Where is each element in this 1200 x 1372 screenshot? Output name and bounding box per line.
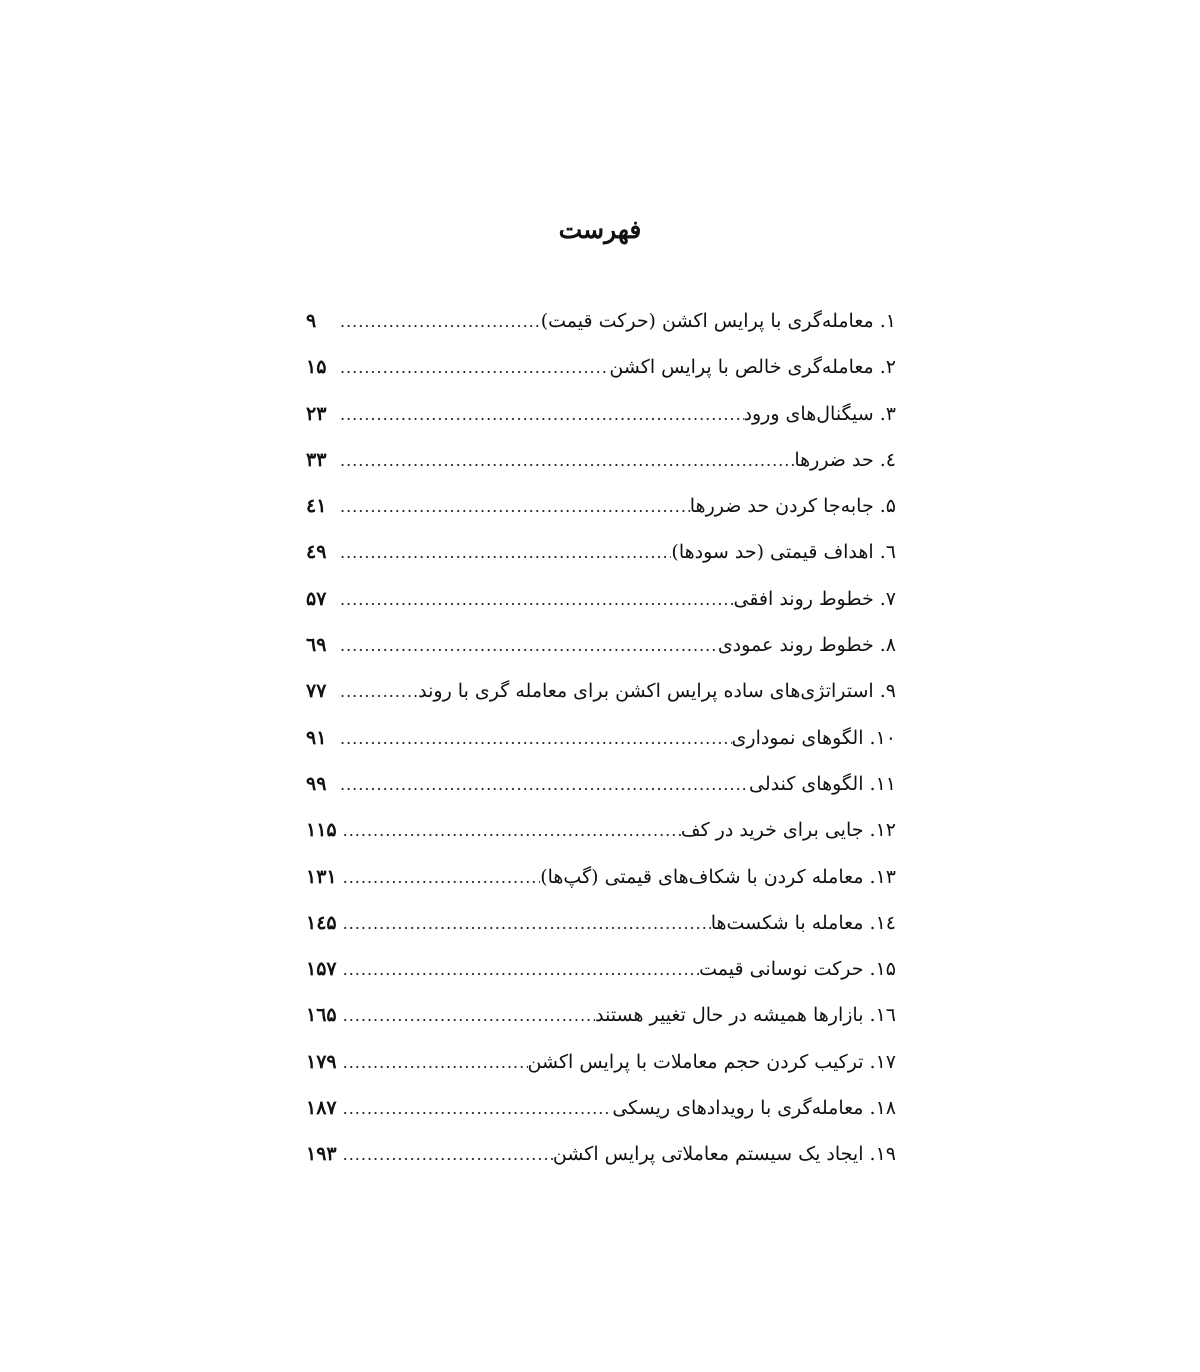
dot-leader (337, 808, 681, 854)
toc-entry-page-number: ۱۵۷ (306, 958, 337, 981)
toc-entry-page-number: ۷۷ (306, 680, 327, 703)
toc-entry-page-number: ۲۳ (306, 402, 327, 425)
toc-entry-label: ۱۲. جایی برای خرید در کف (680, 819, 896, 842)
dot-leader (334, 345, 609, 391)
toc-entry (306, 344, 896, 390)
dot-leader (334, 484, 690, 530)
toc-entry-label: ۸. خطوط روند عمودی (717, 634, 896, 657)
toc-entry (306, 576, 896, 622)
toc-entry (306, 298, 896, 344)
toc-entry (306, 761, 896, 807)
toc-entry-page-number: ۹۹ (306, 772, 327, 795)
toc-entry-page-number: ۱۹۳ (306, 1143, 337, 1166)
toc-entry-page-number: ۱۱۵ (306, 819, 337, 842)
dot-leader (337, 855, 541, 901)
toc-entry (306, 900, 896, 946)
dot-leader (334, 623, 718, 669)
toc-entry (306, 1085, 896, 1131)
toc-entry (306, 992, 896, 1038)
dot-leader (337, 993, 595, 1039)
toc-entry (306, 391, 896, 437)
toc-entry (306, 854, 896, 900)
toc-entry-label: ۱۰. الگوهای نموداری (731, 726, 896, 749)
toc-entry-page-number: ٤۱ (306, 495, 327, 518)
toc-entry (306, 622, 896, 668)
toc-entry-label: ٤. حد ضررها (794, 448, 896, 471)
dot-leader (334, 530, 671, 576)
table-of-contents (306, 298, 896, 1178)
dot-leader (334, 438, 794, 484)
dot-leader (337, 1040, 528, 1086)
toc-entry (306, 946, 896, 992)
dot-leader (334, 716, 732, 762)
toc-entry (306, 1131, 896, 1177)
toc-entry-label: ۱٤. معامله با شکست‌ها (710, 911, 896, 934)
toc-entry-page-number: ٤۹ (306, 541, 327, 564)
toc-entry-label: ٦. اهداف قیمتی (حد سودها) (671, 541, 896, 564)
toc-entry (306, 807, 896, 853)
toc-entry-label: ۱. معامله‌گری با پرایس اکشن (حرکت قیمت) (540, 310, 896, 332)
toc-entry-page-number: ٦۹ (306, 634, 327, 657)
toc-entry (306, 668, 896, 714)
toc-entry-label: ۹. استراتژی‌های ساده پرایس اکشن برای معامله گری با روند (418, 680, 896, 703)
dot-leader (337, 947, 699, 993)
dot-leader (334, 762, 749, 808)
toc-entry-label: ۲. معامله‌گری خالص با پرایس اکشن (609, 356, 896, 379)
dot-leader (337, 901, 711, 947)
toc-entry-label: ۵. جابه‌جا کردن حد ضررها (689, 495, 896, 518)
dot-leader (334, 392, 744, 438)
toc-entry-page-number: ۱٦۵ (306, 1004, 337, 1027)
toc-entry-page-number: ۹ (306, 310, 317, 332)
dot-leader (334, 577, 733, 623)
dot-leader (337, 1086, 613, 1132)
toc-entry (306, 483, 896, 529)
toc-entry-page-number: ۳۳ (306, 448, 327, 471)
toc-entry (306, 715, 896, 761)
toc-entry-page-number: ۱۸۷ (306, 1097, 337, 1120)
toc-entry-label: ۱٦. بازارها همیشه در حال تغییر هستند (595, 1004, 896, 1027)
toc-entry-label: ۱۹. ایجاد یک سیستم معاملاتی پرایس اکشن (552, 1143, 896, 1166)
toc-entry-label: ۷. خطوط روند افقی (733, 587, 896, 610)
dot-leader (334, 669, 418, 715)
toc-entry-label: ۱۸. معامله‌گری با رویدادهای ریسکی (612, 1097, 896, 1120)
toc-entry-page-number: ۱٤۵ (306, 911, 337, 934)
toc-entry-page-number: ۵۷ (306, 587, 327, 610)
toc-entry (306, 437, 896, 483)
dot-leader (337, 1132, 553, 1178)
toc-entry-page-number: ۱۷۹ (306, 1050, 337, 1073)
toc-entry-page-number: ۱۵ (306, 356, 327, 379)
toc-entry (306, 529, 896, 575)
toc-entry-label: ۱۷. ترکیب کردن حجم معاملات با پرایس اکشن (527, 1050, 896, 1073)
toc-entry-label: ۱۵. حرکت نوسانی قیمت (699, 958, 896, 981)
toc-entry-label: ۱۱. الگوهای کندلی (749, 772, 896, 795)
toc-entry-label: ۳. سیگنال‌های ورود (743, 402, 896, 425)
toc-entry-label: ۱۳. معامله کردن با شکاف‌های قیمتی (گپ‌ها) (540, 865, 896, 888)
toc-entry-page-number: ۹۱ (306, 726, 327, 749)
toc-entry-page-number: ۱۳۱ (306, 865, 337, 888)
toc-entry (306, 1039, 896, 1085)
dot-leader (334, 299, 541, 345)
page-title: فهرست (558, 215, 642, 244)
